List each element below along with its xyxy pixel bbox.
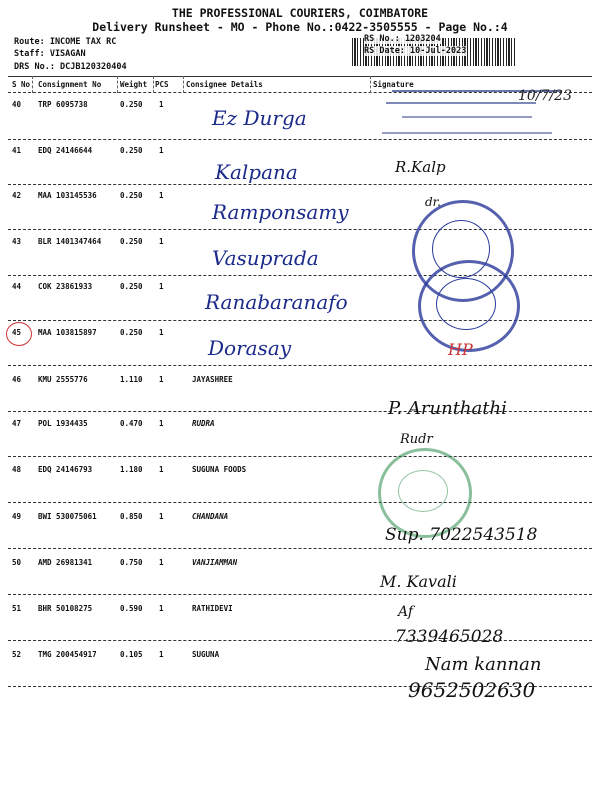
row-48-sno: 48 bbox=[12, 465, 22, 474]
row-40-weight: 0.250 bbox=[120, 100, 143, 109]
row-52-consignment: TMG 200454917 bbox=[38, 650, 97, 659]
col-divider bbox=[153, 76, 154, 93]
drs-label: DRS No.: DCJB120320404 bbox=[14, 62, 127, 72]
row-45-handwritten-name: Dorasay bbox=[208, 336, 292, 360]
date-mark: 10/7/23 bbox=[518, 88, 572, 104]
row-41-pcs: 1 bbox=[159, 146, 164, 155]
row-48-weight: 1.180 bbox=[120, 465, 143, 474]
row-42-handwritten-name: Ramponsamy bbox=[212, 200, 349, 224]
signature-row-49: Sup. 7022543518 bbox=[385, 525, 538, 545]
suguna-foods-seal-inner bbox=[398, 470, 448, 512]
rs-no-label: RS No.: 1203204 bbox=[364, 34, 441, 44]
signature-row-51-mark: Af bbox=[398, 604, 414, 620]
row-42-weight: 0.250 bbox=[120, 191, 143, 200]
row-47-pcs: 1 bbox=[159, 419, 164, 428]
rs-date-label: RS Date: 10-Jul-2023 bbox=[364, 46, 467, 56]
signature-row-41: R.Kalp bbox=[395, 158, 446, 176]
row-51-pcs: 1 bbox=[159, 604, 164, 613]
col-header-consignee: Consignee Details bbox=[186, 80, 263, 89]
phone-row-51: 7339465028 bbox=[395, 627, 504, 647]
company-seal-inner-ring-2 bbox=[436, 278, 496, 330]
phone-row-52: 9652502630 bbox=[408, 678, 536, 702]
row-44-sno: 44 bbox=[12, 282, 22, 291]
row-41-handwritten-name: Kalpana bbox=[215, 160, 298, 184]
row-43-handwritten-name: Vasuprada bbox=[212, 246, 319, 270]
row-44-consignment: COK 23861933 bbox=[38, 282, 93, 291]
row-45-sno: 45 bbox=[12, 328, 22, 337]
row-48-consignment: EDQ 24146793 bbox=[38, 465, 93, 474]
row-divider bbox=[8, 365, 592, 366]
signature-row-47: Rudr bbox=[400, 432, 433, 447]
row-divider bbox=[8, 184, 592, 185]
row-49-weight: 0.850 bbox=[120, 512, 143, 521]
row-50-consignment: AMD 26981341 bbox=[38, 558, 93, 567]
col-header-signature: Signature bbox=[373, 80, 414, 89]
row-45-consignment: MAA 103815897 bbox=[38, 328, 97, 337]
row-52-sno: 52 bbox=[12, 650, 22, 659]
row-47-sno: 47 bbox=[12, 419, 22, 428]
signature-row-42: dr. bbox=[425, 195, 441, 209]
route-label: Route: INCOME TAX RC bbox=[14, 37, 117, 47]
row-45-weight: 0.250 bbox=[120, 328, 143, 337]
col-divider bbox=[32, 76, 33, 93]
row-46-sno: 46 bbox=[12, 375, 22, 384]
col-header-weight: Weight bbox=[120, 80, 148, 89]
row-41-consignment: EDQ 24146644 bbox=[38, 146, 93, 155]
col-header-consignment: Consignment No bbox=[38, 80, 102, 89]
header-rule-top bbox=[8, 76, 592, 77]
row-52-pcs: 1 bbox=[159, 650, 164, 659]
row-41-weight: 0.250 bbox=[120, 146, 143, 155]
row-47-weight: 0.470 bbox=[120, 419, 143, 428]
row-46-consignment: KMU 2555776 bbox=[38, 375, 88, 384]
row-48-pcs: 1 bbox=[159, 465, 164, 474]
document-subtitle: Delivery Runsheet - MO - Phone No.:0422-3505555 - Page No.:4 bbox=[92, 20, 508, 34]
row-46-weight: 1.110 bbox=[120, 375, 143, 384]
row-49-sno: 49 bbox=[12, 512, 22, 521]
row-46-pcs: 1 bbox=[159, 375, 164, 384]
row-50-pcs: 1 bbox=[159, 558, 164, 567]
staff-label: Staff: VISAGAN bbox=[14, 49, 86, 59]
row-46-consignee: JAYASHREE bbox=[192, 375, 233, 384]
row-51-sno: 51 bbox=[12, 604, 22, 613]
col-divider bbox=[370, 76, 371, 93]
row-50-sno: 50 bbox=[12, 558, 22, 567]
row-51-weight: 0.590 bbox=[120, 604, 143, 613]
row-43-pcs: 1 bbox=[159, 237, 164, 246]
row-47-consignee: RUDRA bbox=[192, 419, 215, 428]
row-43-sno: 43 bbox=[12, 237, 22, 246]
signature-row-52: Nam kannan bbox=[425, 654, 542, 675]
row-divider bbox=[8, 456, 592, 457]
row-42-sno: 42 bbox=[12, 191, 22, 200]
row-52-weight: 0.105 bbox=[120, 650, 143, 659]
col-header-sno: S No bbox=[12, 80, 31, 89]
row-43-weight: 0.250 bbox=[120, 237, 143, 246]
row-49-pcs: 1 bbox=[159, 512, 164, 521]
row-43-consignment: BLR 1401347464 bbox=[38, 237, 102, 246]
row-divider bbox=[8, 548, 592, 549]
row-40-sno: 40 bbox=[12, 100, 22, 109]
row-49-consignee: CHANDANA bbox=[192, 512, 229, 521]
row-50-weight: 0.750 bbox=[120, 558, 143, 567]
row-40-pcs: 1 bbox=[159, 100, 164, 109]
row-51-consignee: RATHIDEVI bbox=[192, 604, 233, 613]
row-42-consignment: MAA 103145536 bbox=[38, 191, 97, 200]
row-41-sno: 41 bbox=[12, 146, 22, 155]
row-44-pcs: 1 bbox=[159, 282, 164, 291]
row-44-handwritten-name: Ranabaranafo bbox=[205, 290, 348, 314]
row-44-weight: 0.250 bbox=[120, 282, 143, 291]
row-40-handwritten-name: Ez Durga bbox=[212, 106, 307, 130]
row-45-pcs: 1 bbox=[159, 328, 164, 337]
row-50-consignee: VANJIAMMAN bbox=[192, 558, 238, 567]
row-48-consignee: SUGUNA FOODS bbox=[192, 465, 247, 474]
signature-row-50: M. Kavali bbox=[380, 572, 457, 591]
row-51-consignment: BHR 50108275 bbox=[38, 604, 93, 613]
col-divider bbox=[117, 76, 118, 93]
document-title: THE PROFESSIONAL COURIERS, COIMBATORE bbox=[171, 6, 429, 20]
row-42-pcs: 1 bbox=[159, 191, 164, 200]
row-49-consignment: BWI 530075061 bbox=[38, 512, 97, 521]
row-52-consignee: SUGUNA bbox=[192, 650, 220, 659]
row-40-consignment: TRP 6095738 bbox=[38, 100, 88, 109]
row-divider bbox=[8, 594, 592, 595]
col-divider bbox=[183, 76, 184, 93]
col-header-pcs: PCS bbox=[155, 80, 169, 89]
row-divider bbox=[8, 640, 592, 641]
signature-row-46: P. Arunthathi bbox=[388, 398, 507, 419]
row-47-consignment: POL 1934435 bbox=[38, 419, 88, 428]
row-divider bbox=[8, 502, 592, 503]
signature-row-45: HP bbox=[448, 340, 473, 359]
